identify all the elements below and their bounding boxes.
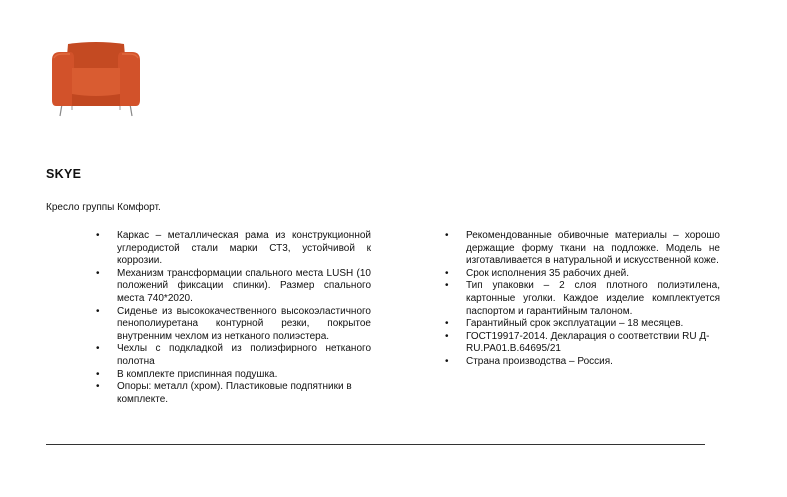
- product-description: Кресло группы Комфорт.: [46, 202, 161, 213]
- features-list-left: [96, 230, 371, 406]
- list-item: [445, 280, 720, 318]
- list-item: [445, 268, 720, 281]
- list-item-text: В комплекте приспинная подушка.: [117, 368, 278, 380]
- product-title: SKYE: [46, 167, 82, 181]
- bullet: •: [445, 355, 449, 367]
- bullet: •: [96, 230, 100, 241]
- features-list-right: [445, 230, 720, 369]
- list-item-text: Опоры: металл (хром). Пластиковые подпятники в комплекте.: [117, 381, 352, 405]
- bullet: •: [445, 330, 449, 342]
- list-item-text: Гарантийный срок эксплуатации – 18 месяцев.: [466, 318, 684, 330]
- list-item: [445, 331, 720, 356]
- bullet: •: [445, 280, 449, 292]
- list-item: [96, 268, 371, 306]
- horizontal-rule: [46, 444, 705, 445]
- bullet: •: [96, 343, 100, 355]
- list-item-text: Срок исполнения 35 рабочих дней.: [466, 267, 630, 279]
- list-item-text: Каркас – металлическая рама из конструкционной углеродистой стали марки СТ3, устойчивой к коррозии.: [117, 230, 371, 267]
- bullet: •: [96, 381, 100, 393]
- list-item-text: Чехлы с подкладкой из полиэфирного нетканого полотна: [117, 343, 371, 367]
- list-item: [445, 318, 720, 331]
- bullet: •: [96, 305, 100, 317]
- list-item: [445, 356, 720, 369]
- bullet: •: [445, 267, 449, 279]
- bullet: •: [445, 318, 449, 330]
- list-item-text: Рекомендованные обивочные материалы – хорошо держащие форму ткани на подложке. Модель не изготавливается в натуральной и искусственной коже.: [466, 230, 720, 267]
- list-item: [445, 230, 720, 268]
- list-item-text: Тип упаковки – 2 слоя плотного полиэтилена, картонные уголки. Каждое изделие комплектуется паспортом и гарантийным талоном.: [466, 280, 720, 317]
- list-item: [96, 343, 371, 368]
- list-item: [96, 369, 371, 382]
- list-item: [96, 381, 371, 406]
- list-item-text: Страна производства – Россия.: [466, 355, 613, 367]
- list-item: [96, 230, 371, 268]
- bullet: •: [445, 230, 449, 241]
- list-item-text: Механизм трансформации спального места LUSH (10 положений фиксации спинки). Размер спального места 740*2020.: [117, 267, 371, 304]
- list-item-text: Сиденье из высококачественного высокоэластичного пенополиуретана контурной резки, покрытое внутренним чехлом из нетканого полиэстера.: [117, 305, 371, 342]
- list-item: [96, 306, 371, 344]
- bullet: •: [96, 267, 100, 279]
- bullet: •: [96, 368, 100, 380]
- list-item-text: ГОСТ19917-2014. Декларация о соответствии RU Д-RU.РА01.В.64695/21: [466, 330, 710, 355]
- product-image-armchair: [48, 38, 144, 120]
